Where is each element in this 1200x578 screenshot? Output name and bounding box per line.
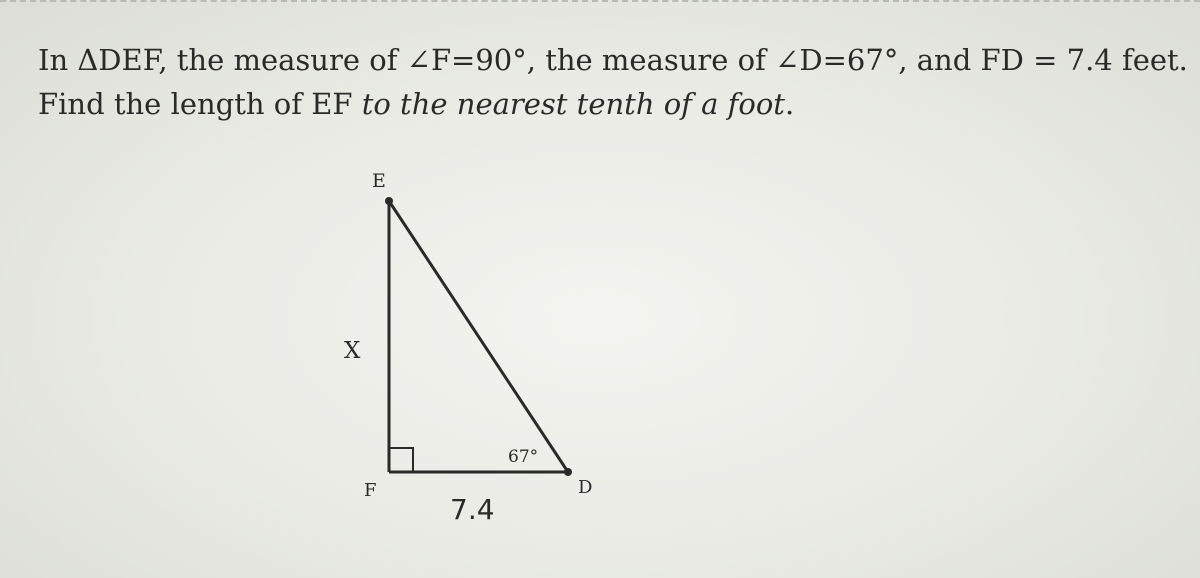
vertex-e-point: [385, 197, 393, 205]
page-top-border: [0, 0, 1200, 2]
question-given: , the measure of ∠F=90°, the measure of ∠D=67°, and FD = 7.4 feet. Find the length of EF: [38, 43, 1188, 121]
triangle-diagram: [300, 150, 640, 550]
angle-d-label: 67°: [508, 447, 539, 467]
vertex-d-label: D: [578, 477, 593, 498]
right-angle-marker: [389, 448, 413, 472]
question-precision: to the nearest tenth of a foot: [361, 87, 785, 121]
vertex-e-label: E: [372, 170, 386, 192]
triangle-name: ΔDEF: [77, 43, 159, 77]
side-ed: [389, 201, 568, 472]
vertex-d-point: [564, 468, 572, 476]
side-fd-label: 7.4: [450, 493, 495, 526]
side-ef-label: X: [344, 338, 361, 364]
question-intro: In: [38, 43, 78, 77]
question-end: .: [784, 87, 795, 121]
vertex-f-label: F: [364, 480, 377, 501]
question-text: [38, 38, 1188, 126]
